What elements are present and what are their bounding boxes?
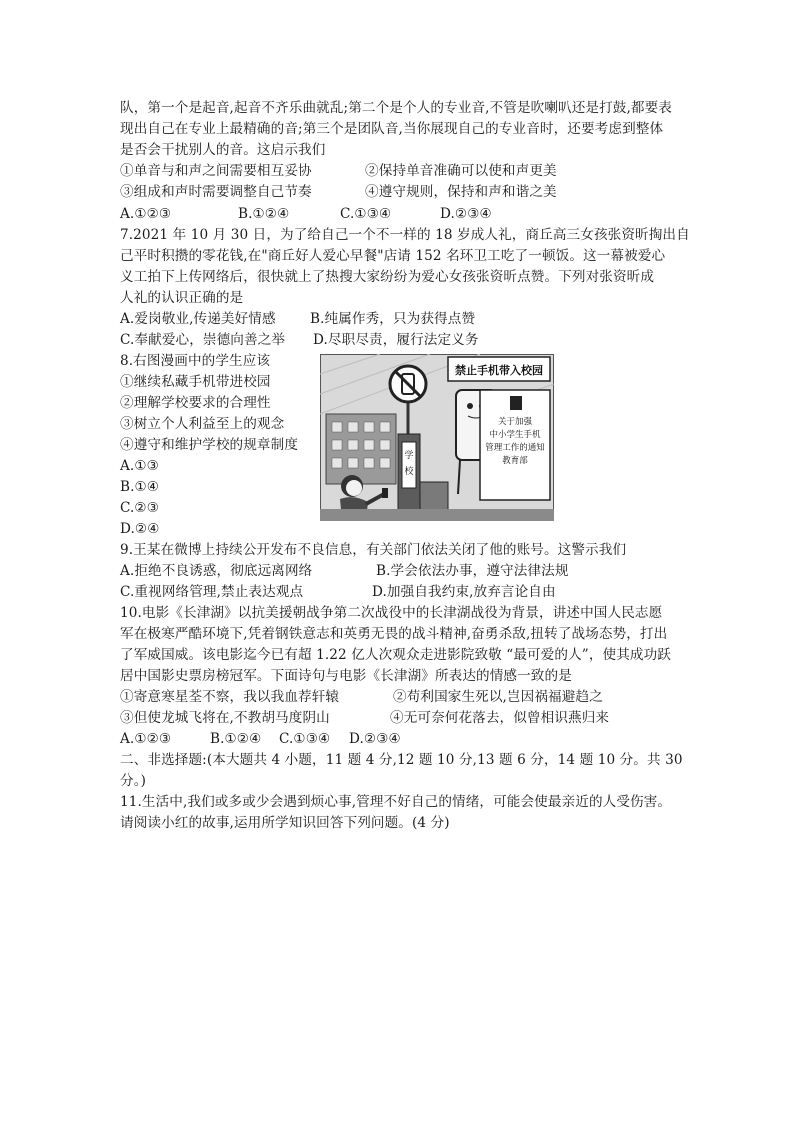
q6-line-2: 现出自己在专业上最精确的音;第三个是团队音,当你展现自己的专业音时，还要考虑到整体: [120, 121, 664, 137]
cartoon-illustration: [320, 354, 554, 521]
q10-choice-d: D.②③④: [349, 731, 401, 747]
q10-choice-a: A.①②③: [120, 731, 172, 747]
q6-choice-a: A.①②③: [120, 206, 172, 222]
section2-line-1: 二、非选择题:(本大题共 4 小题，11 题 4 分,12 题 10 分,13 题 6 分，14 题 10 分。共 30: [120, 752, 683, 768]
q10-item-3: ③但使龙城飞将在,不教胡马度阴山: [120, 710, 330, 726]
q6-item-1: ①单音与和声之间需要相互妥协: [120, 163, 312, 179]
q11-line-1: 11.生活中,我们或多或少会遇到烦心事,管理不好自己的情绪，可能会使最亲近的人受伤害。: [120, 794, 672, 810]
q6-line-1: 队，第一个是起音,起音不齐乐曲就乱;第二个是个人的专业音,不管是吹喇叭还是打鼓,都要表: [120, 100, 672, 116]
q7-line-2: 己平时积攒的零花钱,在"商丘好人爱心早餐"店请 152 名环卫工吃了一顿饭。这一幕被爱心: [120, 248, 666, 264]
q7-line-4: 人礼的认识正确的是: [120, 290, 244, 306]
notice-line-1: 关于加强: [497, 417, 533, 427]
q8-item-3: ③树立个人利益至上的观念: [120, 416, 285, 432]
q9-option-a: A.拒绝不良诱惑，彻底远离网络: [120, 563, 313, 579]
q8-item-4: ④遵守和维护学校的规章制度: [120, 437, 299, 453]
q10-choice-b: B.①②④: [210, 731, 262, 747]
q6-choice-c: C.①③④: [340, 206, 392, 222]
q9-option-b: B.学会依法办事，遵守法律法规: [376, 563, 569, 579]
q11-line-2: 请阅读小红的故事,运用所学知识回答下列问题。(4 分): [120, 815, 450, 831]
q8-stem: 8.右图漫画中的学生应该: [120, 353, 271, 369]
school-building: [326, 414, 396, 484]
q7-option-d: D.尽职尽责，履行法定义务: [313, 332, 479, 348]
q7-line-3: 义工拍下上传网络后，很快就上了热搜大家纷纷为爱心女孩张资昕点赞。下列对张资昕成: [120, 269, 655, 285]
banner-text: 禁止手机带入校园: [455, 364, 543, 377]
q8-choice-a: A.①③: [120, 458, 159, 474]
q9-option-d: D.加强自我约束,放弃言论自由: [372, 584, 556, 600]
q10-line-1: 10.电影《长津湖》以抗美援朝战争第二次战役中的长津湖战役为背景，讲述中国人民志愿: [120, 605, 663, 621]
q9-stem: 9.王某在微博上持续公开发布不良信息，有关部门依法关闭了他的账号。这警示我们: [120, 542, 627, 558]
q9-option-c: C.重视网络管理,禁止表达观点: [120, 584, 304, 600]
q7-option-c: C.奉献爱心，崇德向善之举: [120, 332, 286, 348]
q7-line-1: 7.2021 年 10 月 30 日，为了给自己一个不一样的 18 岁成人礼，商丘高三女孩张资昕掏出自: [120, 227, 690, 243]
q10-line-2: 军在极寒严酷环境下,凭着钢铁意志和英勇无畏的战斗精神,奋勇杀敌,扭转了战场态势，打出: [120, 626, 668, 642]
q10-line-3: 了军威国威。该电影迄今已有超 1.22 亿人次观众走进影院致敬 “最可爱的人”，使其成功跃: [120, 647, 672, 663]
notice-line-3: 管理工作的通知: [485, 443, 545, 453]
q6-choice-b: B.①②④: [238, 206, 290, 222]
q10-item-4: ④无可奈何花落去，似曾相识燕归来: [390, 710, 610, 726]
q6-choice-d: D.②③④: [440, 206, 492, 222]
q6-item-3: ③组成和声时需要调整自己节奏: [120, 184, 312, 200]
q8-item-1: ①继续私藏手机带进校园: [120, 374, 271, 390]
q7-option-b: B.纯属作秀，只为获得点赞: [310, 311, 476, 327]
q6-item-4: ④遵守规则，保持和声和谐之美: [365, 184, 557, 200]
q7-option-a: A.爱岗敬业,传递美好情感: [120, 311, 276, 327]
q8-choice-c: C.②③: [120, 500, 160, 516]
gate-label-char-2: 校: [404, 467, 414, 477]
q10-item-1: ①寄意寒星荃不察，我以我血荐轩辕: [120, 689, 340, 705]
banner-sign: [448, 357, 550, 381]
q10-item-2: ②苟利国家生死以,岂因祸福避趋之: [393, 689, 603, 705]
q6-line-3: 是否会干扰别人的音。这启示我们: [120, 142, 326, 158]
notice-document: [480, 390, 550, 500]
q10-choice-c: C.①③④: [279, 731, 331, 747]
q8-item-2: ②理解学校要求的合理性: [120, 395, 271, 411]
q8-choice-d: D.②④: [120, 521, 160, 537]
q6-item-2: ②保持单音准确可以使和声更美: [365, 163, 557, 179]
notice-line-2: 中小学生手机: [489, 430, 541, 440]
q10-line-4: 居中国影史票房榜冠军。下面诗句与电影《长津湖》所表达的情感一致的是: [120, 668, 572, 684]
notice-line-4: 教育部: [502, 456, 528, 466]
q8-choice-b: B.①④: [120, 479, 160, 495]
section2-line-2: 分。): [120, 773, 146, 789]
gate-label-char-1: 学: [404, 451, 414, 461]
